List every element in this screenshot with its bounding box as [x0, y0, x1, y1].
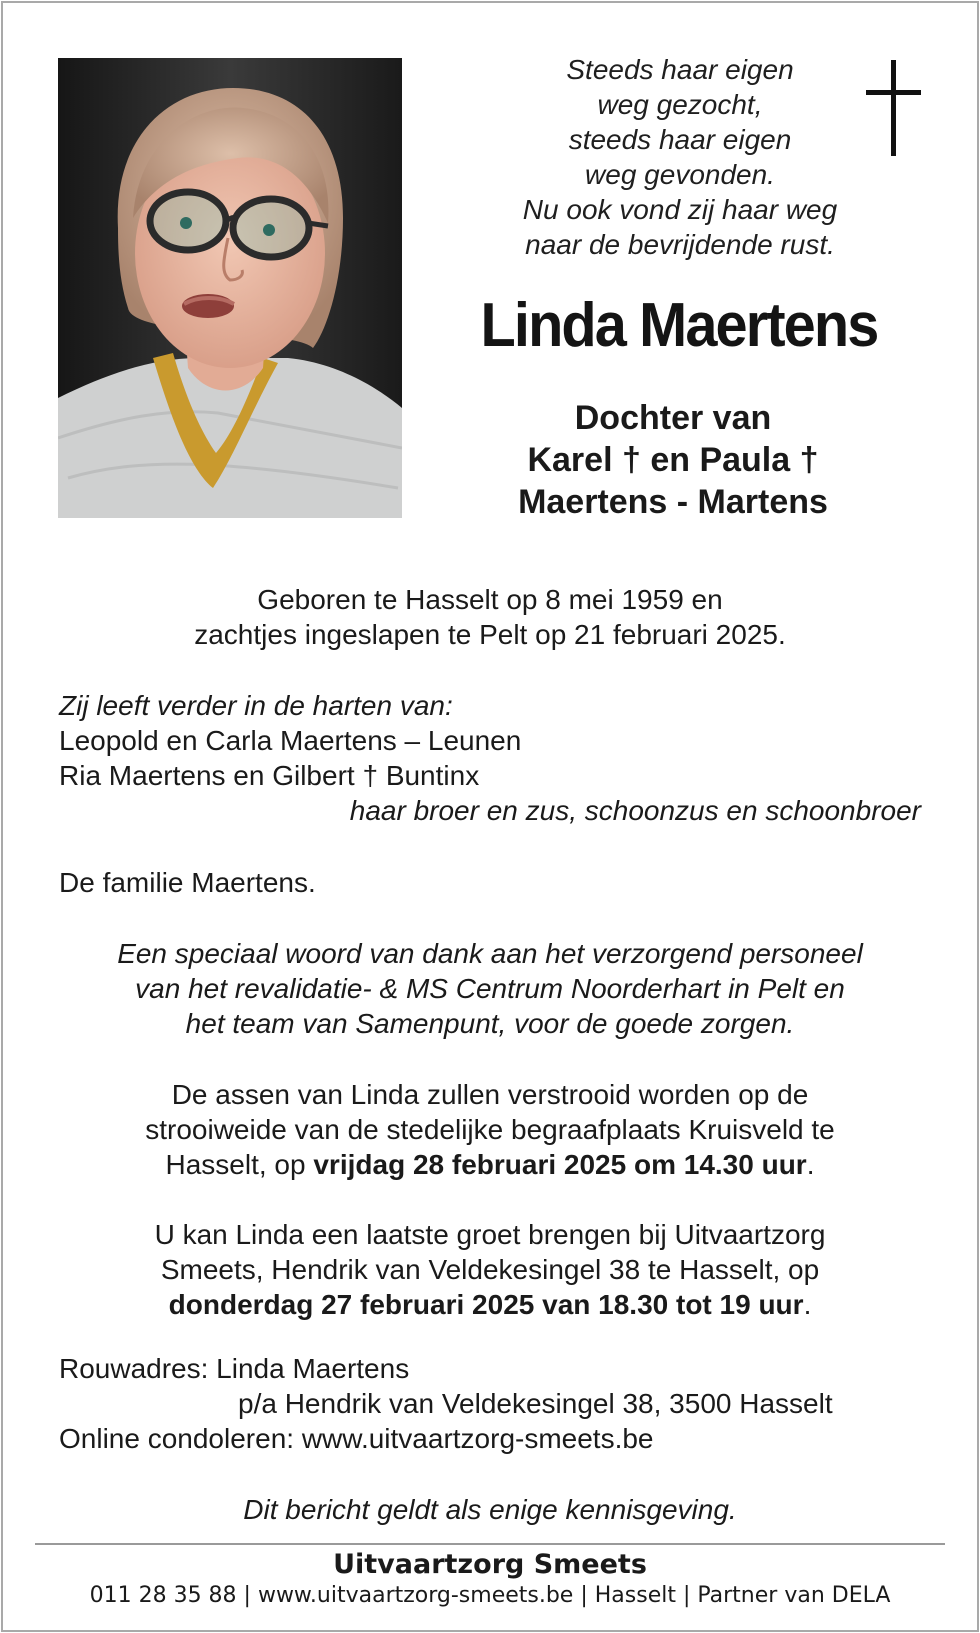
poem-line: weg gezocht,: [597, 89, 763, 120]
parents-block: [440, 397, 906, 523]
parents-line: Karel † en Paula †: [527, 441, 819, 479]
notice-line: Dit bericht geldt als enige kennisgeving.: [243, 1494, 737, 1525]
family-line: De familie Maertens.: [59, 867, 316, 898]
visit-line: [40, 1287, 940, 1322]
funeral-home-name: Uitvaartzorg Smeets: [333, 1549, 647, 1580]
survivor-line: Leopold en Carla Maertens – Leunen: [59, 725, 522, 756]
survivor-line: Ria Maertens en Gilbert † Buntinx: [59, 760, 480, 791]
ashes-suffix: .: [806, 1149, 815, 1180]
birth-line: Geboren te Hasselt op 8 mei 1959 en: [257, 584, 723, 615]
death-line: zachtjes ingeslapen te Pelt op 21 februari 2025.: [194, 619, 786, 650]
ashes-prefix: Hasselt, op: [165, 1149, 314, 1180]
ashes-line: strooiweide van de stedelijke begraafplaats Kruisveld te: [145, 1114, 835, 1145]
parents-line: Maertens - Martens: [518, 483, 828, 521]
thanks-line: het team van Samenpunt, voor de goede zorgen.: [185, 1008, 795, 1039]
parents-line: Dochter van: [574, 399, 772, 437]
ashes-date: vrijdag 28 februari 2025 om 14.30 uur: [313, 1149, 807, 1180]
survivors-intro: Zij leeft verder in de harten van:: [59, 690, 453, 721]
visit-date: donderdag 27 februari 2025 van 18.30 tot 19 uur: [168, 1289, 804, 1320]
cross-icon: [864, 60, 924, 160]
address-line: Rouwadres: Linda Maertens: [59, 1353, 410, 1384]
thanks-block: [40, 936, 940, 1041]
portrait-photo: [58, 58, 402, 518]
visit-suffix: .: [803, 1289, 812, 1320]
address-line: p/a Hendrik van Veldekesingel 38, 3500 Hasselt: [238, 1388, 833, 1419]
poem-line: weg gevonden.: [585, 159, 775, 190]
poem-line: naar de bevrijdende rust.: [525, 229, 835, 260]
thanks-line: van het revalidatie- & MS Centrum Noorderhart in Pelt en: [135, 973, 845, 1004]
survivors-block: [59, 688, 921, 828]
poem-line: Steeds haar eigen: [566, 54, 794, 85]
address-block: [59, 1351, 939, 1456]
footer-divider: [35, 1543, 945, 1545]
portrait-illustration: [58, 58, 402, 518]
poem-line: Nu ook vond zij haar weg: [522, 194, 838, 225]
poem-line: steeds haar eigen: [568, 124, 792, 155]
ashes-line: De assen van Linda zullen verstrooid worden op de: [171, 1079, 809, 1110]
survivors-relation: haar broer en zus, schoonzus en schoonbroer: [349, 795, 921, 826]
birth-death-block: [40, 582, 940, 652]
visit-line: U kan Linda een laatste groet brengen bij Uitvaartzorg: [154, 1219, 826, 1250]
visit-block: [40, 1217, 940, 1322]
ashes-line: [40, 1147, 940, 1182]
visit-line: Smeets, Hendrik van Veldekesingel 38 te Hasselt, op: [160, 1254, 820, 1285]
condolence-line: Online condoleren: www.uitvaartzorg-smeets.be: [59, 1423, 654, 1454]
funeral-home-info: 011 28 35 88 | www.uitvaartzorg-smeets.be | Hasselt | Partner van DELA: [89, 1583, 891, 1608]
ashes-block: [40, 1077, 940, 1182]
poem: [480, 52, 880, 262]
thanks-line: Een speciaal woord van dank aan het verzorgend personeel: [117, 938, 863, 969]
deceased-name: Linda Maertens: [480, 291, 878, 360]
